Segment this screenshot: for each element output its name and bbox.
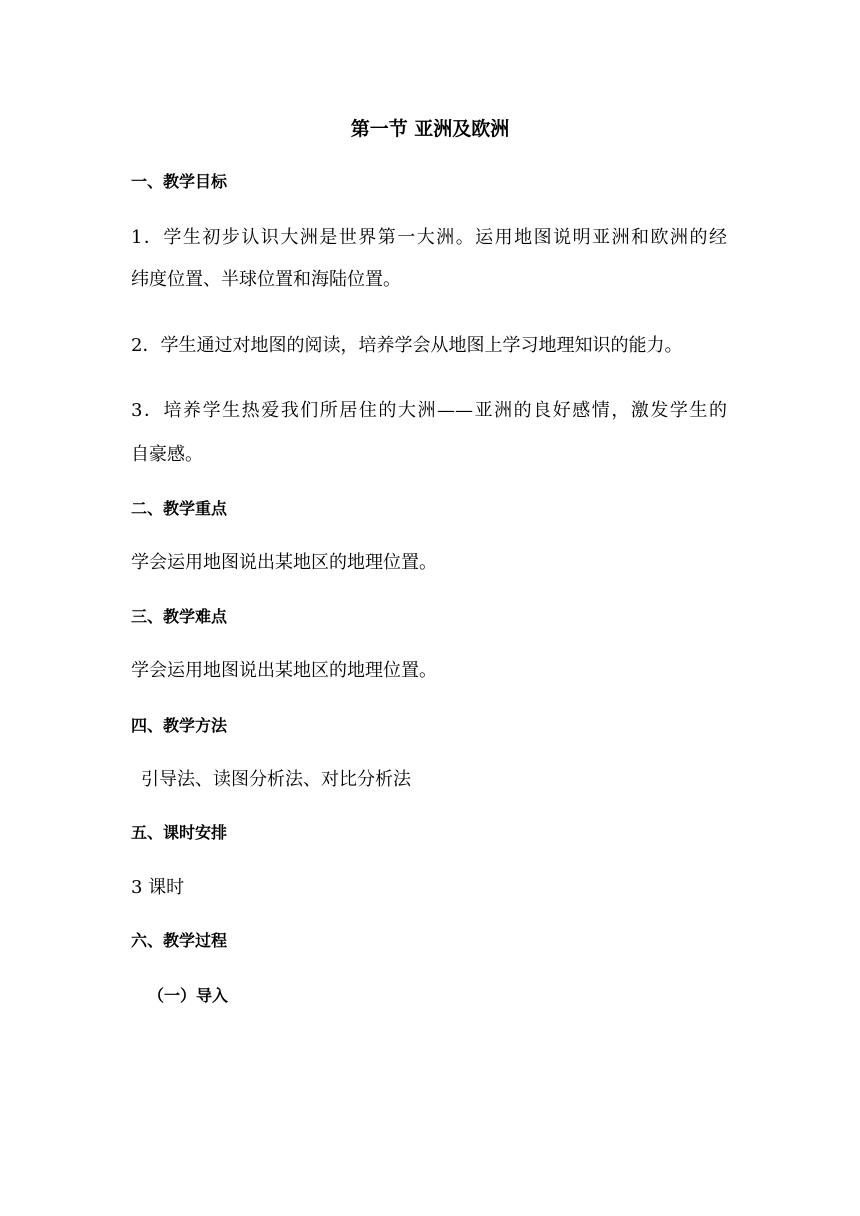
document-title: 第一节 亚洲及欧洲 <box>350 118 510 140</box>
schedule-text: 3 课时 <box>131 877 185 898</box>
objective-1-line-2: 纬度位置、半球位置和海陆位置。 <box>131 269 401 290</box>
schedule-heading: 五、课时安排 <box>131 823 228 842</box>
difficulties-text: 学会运用地图说出某地区的地理位置。 <box>131 660 437 681</box>
key-points-text: 学会运用地图说出某地区的地理位置。 <box>131 552 437 573</box>
objective-3-line-1: 3．培养学生热爱我们所居住的大洲——亚洲的良好感情，激发学生的 <box>131 400 727 421</box>
process-heading: 六、教学过程 <box>131 931 228 950</box>
difficulties-heading: 三、教学难点 <box>131 607 228 626</box>
key-points-heading: 二、教学重点 <box>131 499 228 518</box>
methods-text: 引导法、读图分析法、对比分析法 <box>141 769 411 790</box>
objective-3-line-2: 自豪感。 <box>131 444 203 465</box>
methods-heading: 四、教学方法 <box>131 716 228 735</box>
process-subheading: （一）导入 <box>148 986 229 1005</box>
objectives-heading: 一、教学目标 <box>131 172 228 191</box>
objective-1-line-1: 1．学生初步认识大洲是世界第一大洲。运用地图说明亚洲和欧洲的经 <box>131 227 727 248</box>
objective-2-line-1: 2．学生通过对地图的阅读，培养学会从地图上学习地理知识的能力。 <box>131 335 683 356</box>
